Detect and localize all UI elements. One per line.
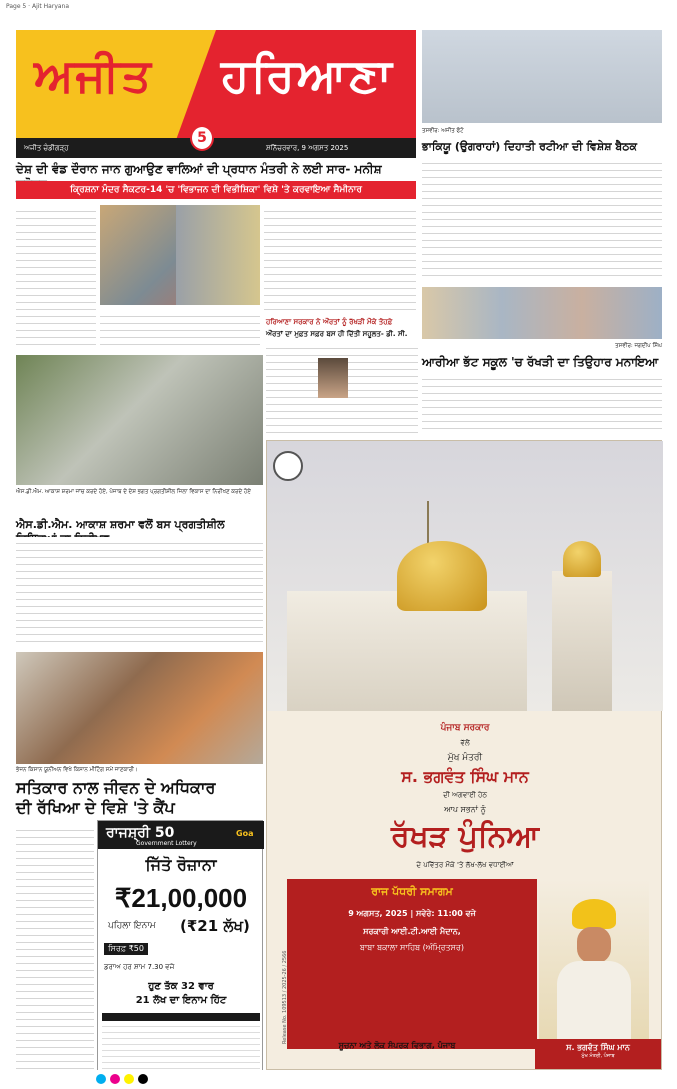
article-column bbox=[422, 373, 662, 435]
haryana-subheadline: ਔਰਤਾਂ ਦਾ ਮੁਫ਼ਤ ਸਫ਼ਰ ਬਸ ਹੀ ਦਿੱਤੀ ਸਹੂਲਤ- ਡੀ. ਸੀ. bbox=[266, 330, 408, 338]
cm-caption: ਸ. ਭਗਵੰਤ ਸਿੰਘ ਮਾਨ bbox=[566, 1043, 630, 1052]
event-panel bbox=[287, 879, 537, 1049]
lottery-brand: ਰਾਜਸ਼੍ਰੀ 50 bbox=[106, 825, 175, 841]
sdm-headline: ਐਸ.ਡੀ.ਐਮ. ਆਕਾਸ਼ ਸ਼ਰਮਾ ਵਲੋਂ ਬਸ ਪ੍ਰਗਤੀਸ਼ੀਲ bbox=[16, 518, 225, 531]
event-title: ਰਾਜ ਪੱਧਰੀ ਸਮਾਗਮ bbox=[371, 885, 453, 898]
registration-mark bbox=[138, 1074, 148, 1084]
registration-mark bbox=[96, 1074, 106, 1084]
cm-caption-box bbox=[535, 1039, 661, 1069]
punjab-emblem-icon bbox=[273, 451, 303, 481]
rakhi-school-photo bbox=[422, 287, 662, 339]
awareness-camp-photo bbox=[16, 652, 263, 764]
ad-release-no: Release No. 109513 / 2025-26 / 2566 bbox=[282, 950, 288, 1044]
print-slug: Page 5 · Ajit Haryana bbox=[0, 0, 677, 14]
page-number-badge: 5 bbox=[190, 125, 214, 151]
gurdwara-dome bbox=[397, 541, 487, 611]
dc-portrait bbox=[318, 358, 348, 398]
ad-cm-title: ਮੁੱਖ ਮੰਤਰੀ bbox=[447, 753, 483, 763]
lead-headline: ਦੇਸ਼ ਦੀ ਵੰਡ ਦੌਰਾਨ ਜਾਨ ਗੁਆਉਣ ਵਾਲਿਆਂ ਦੀ ਪ੍ਰਧਾਨ ਮੰਤਰੀ ਨੇ ਲਈ ਸਾਰ- ਮਨੀਸ਼ bbox=[16, 162, 382, 176]
event-venue: ਸਰਕਾਰੀ ਆਈ.ਟੀ.ਆਈ ਮੈਦਾਨ, bbox=[363, 927, 461, 936]
lottery-state: Goa bbox=[236, 829, 254, 838]
tower-dome bbox=[563, 541, 601, 577]
cm-turban bbox=[572, 899, 616, 929]
sdm-photo-caption: ਐਸ.ਡੀ.ਐਮ. ਆਕਾਸ਼ ਸ਼ਰਮਾ ਜਾਂਚ ਕਰਦੇ ਹੋਏ, ਪੰਜਾਬ ਦੇ ਦੇਸ਼ ਭਗਤ ਪ੍ਰਗਤੀਸ਼ੀਲ ਜਿਲਾ ਵਿਕਾਸ ਦਾ ਨਿਰੀਖਣ ਕਰਦੇ ਹੋਏ bbox=[16, 489, 251, 495]
article-column bbox=[264, 205, 416, 313]
camp-headline-line-1: ਸਤਿਕਾਰ ਨਾਲ ਜੀਵਨ ਦੇ ਅਧਿਕਾਰ bbox=[16, 778, 216, 797]
article-column bbox=[422, 157, 662, 282]
ad-cm-name: ਸ. ਭਗਵੰਤ ਸਿੰਘ ਮਾਨ bbox=[401, 767, 529, 786]
lottery-header bbox=[98, 821, 264, 849]
ad-gov: ਪੰਜਾਬ ਸਰਕਾਰ bbox=[440, 723, 490, 733]
camp-headline-line-2: ਦੀ ਰੱਖਿਆ ਦੇ ਵਿਸ਼ੇ 'ਤੇ ਕੈਂਪ bbox=[16, 798, 175, 817]
event-place: ਬਾਬਾ ਬਕਾਲਾ ਸਾਹਿਬ (ਅੰਮ੍ਰਿਤਸਰ) bbox=[359, 943, 465, 952]
cm-face bbox=[577, 927, 611, 963]
article-column bbox=[16, 537, 263, 647]
ad-greeting: ਦੇ ਪਵਿੱਤਰ ਮੌਕੇ 'ਤੇ ਲੱਖ-ਲੱਖ ਵਧਾਈਆਂ bbox=[416, 861, 514, 869]
lottery-subtitle: Government Lottery bbox=[136, 840, 197, 847]
photo-credit: ਤਸਵੀਰ: ਅਜੀਤ ਫੋਟੋ bbox=[422, 128, 464, 134]
article-column bbox=[16, 824, 94, 1070]
masthead bbox=[16, 30, 416, 140]
event-date: 9 ਅਗਸਤ, 2025 | ਸਵੇਰੇ: 11:00 ਵਜੇ bbox=[348, 909, 476, 918]
bku-photo-caption bbox=[422, 127, 662, 135]
ad-vallon: ਵੱਲੋਂ bbox=[460, 739, 470, 747]
lottery-ad bbox=[97, 820, 263, 1078]
seminar-banner: ਕ੍ਰਿਸ਼ਨਾ ਮੰਦਰ ਸੈਕਟਰ-14 'ਚ 'ਵਿਭਾਜਨ ਦੀ ਵਿਭੀਸ਼ਿਕਾ' ਵਿਸ਼ੇ 'ਤੇ ਕਰਵਾਇਆ ਸੈਮੀਨਾਰ bbox=[16, 181, 416, 199]
lottery-prize-alt: (₹21 ਲੱਖ) bbox=[180, 917, 250, 935]
ad-led-by: ਦੀ ਅਗਵਾਈ ਹੇਠ bbox=[443, 791, 487, 799]
registration-mark bbox=[124, 1074, 134, 1084]
camp-headline bbox=[16, 778, 263, 818]
cm-portrait bbox=[539, 879, 649, 1039]
ad-dept: ਸੂਚਨਾ ਅਤੇ ਲੋਕ ਸੰਪਰਕ ਵਿਭਾਗ, ਪੰਜਾਬ bbox=[338, 1041, 456, 1050]
rakhar-punia-ad bbox=[266, 440, 662, 1070]
lottery-contacts bbox=[102, 1013, 260, 1073]
article-column bbox=[100, 310, 260, 345]
masthead-dateline bbox=[16, 138, 416, 158]
masthead-title-right: ਹਰਿਆਣਾ bbox=[221, 48, 394, 102]
cm-caption-sub: ਮੁੱਖ ਮੰਤਰੀ, ਪੰਜਾਬ bbox=[581, 1053, 615, 1059]
masthead-title-left: ਅਜੀਤ bbox=[34, 48, 153, 102]
school-photo-credit: ਤਸਵੀਰ: ਜਗਦੀਪ ਸਿੰਘ bbox=[615, 343, 662, 349]
article-column bbox=[16, 205, 96, 345]
sdm-inspection-photo bbox=[16, 355, 263, 485]
cm-kurta bbox=[557, 961, 631, 1039]
rakhi-headline: ਆਰੀਆ ਭੱਟ ਸਕੂਲ 'ਚ ਰੱਖੜੀ ਦਾ ਤਿਉਹਾਰ ਮਨਾਇਆ bbox=[422, 355, 659, 369]
registration-mark bbox=[110, 1074, 120, 1084]
lottery-footer-1: ਹੁਣ ਤੱਕ 32 ਵਾਰ bbox=[148, 981, 214, 992]
lottery-draw-time: ਡਰਾਅ ਹਰ ਸ਼ਾਮ 7.30 ਵਜੇ bbox=[104, 963, 175, 971]
edition-label: ਅਜੀਤ ਚੰਡੀਗੜ੍ਹ bbox=[24, 144, 69, 152]
gurdwara-illustration bbox=[267, 441, 663, 711]
gurdwara-tower bbox=[552, 571, 612, 711]
ad-festival: ਰੱਖੜ ਪੁੰਨਿਆ bbox=[390, 819, 540, 854]
lottery-prize: ₹21,00,000 bbox=[114, 883, 248, 913]
bku-meeting-photo bbox=[422, 30, 662, 123]
lottery-ticket-price: ਸਿਰਫ਼ ₹50 bbox=[104, 943, 148, 955]
lottery-prize-label: ਪਹਿਲਾ ਇਨਾਮ bbox=[108, 921, 156, 931]
bku-headline: ਭਾਕਿਯੂ (ਉਗਰਾਹਾਂ) ਦਿਹਾਤੀ ਰਟੀਆ ਦੀ ਵਿਸ਼ੇਸ਼ ਬੈਠਕ bbox=[422, 140, 637, 153]
lottery-footer-2: 21 ਲੱਖ ਦਾ ਇਨਾਮ ਹਿੱਟ bbox=[135, 995, 227, 1006]
ad-wish: ਆਪ ਸਭਨਾਂ ਨੂੰ bbox=[444, 805, 486, 814]
haryana-sarkar-line: ਹਰਿਆਣਾ ਸਰਕਾਰ ਨੇ ਔਰਤਾਂ ਨੂੰ ਰੱਖੜੀ ਮੌਕੇ ਤੋਹਫ਼ੇ bbox=[266, 318, 393, 326]
date-label: ਸ਼ਨਿੱਚਰਵਾਰ, 9 ਅਗਸਤ 2025 bbox=[266, 144, 349, 152]
camp-photo-caption: ਭੇਜਨ ਕਿਸਾਨ ਯੂਨੀਅਨ ਵਿਖੇ ਕਿਸਾਨ ਮੀਟਿੰਗ ਸਮੇਂ ਜਾਣਕਾਰੀ। bbox=[16, 767, 138, 773]
lottery-call: ਜਿੱਤੋ ਰੋਜ਼ਾਨਾ bbox=[145, 855, 217, 874]
seminar-photo-2 bbox=[176, 205, 260, 305]
